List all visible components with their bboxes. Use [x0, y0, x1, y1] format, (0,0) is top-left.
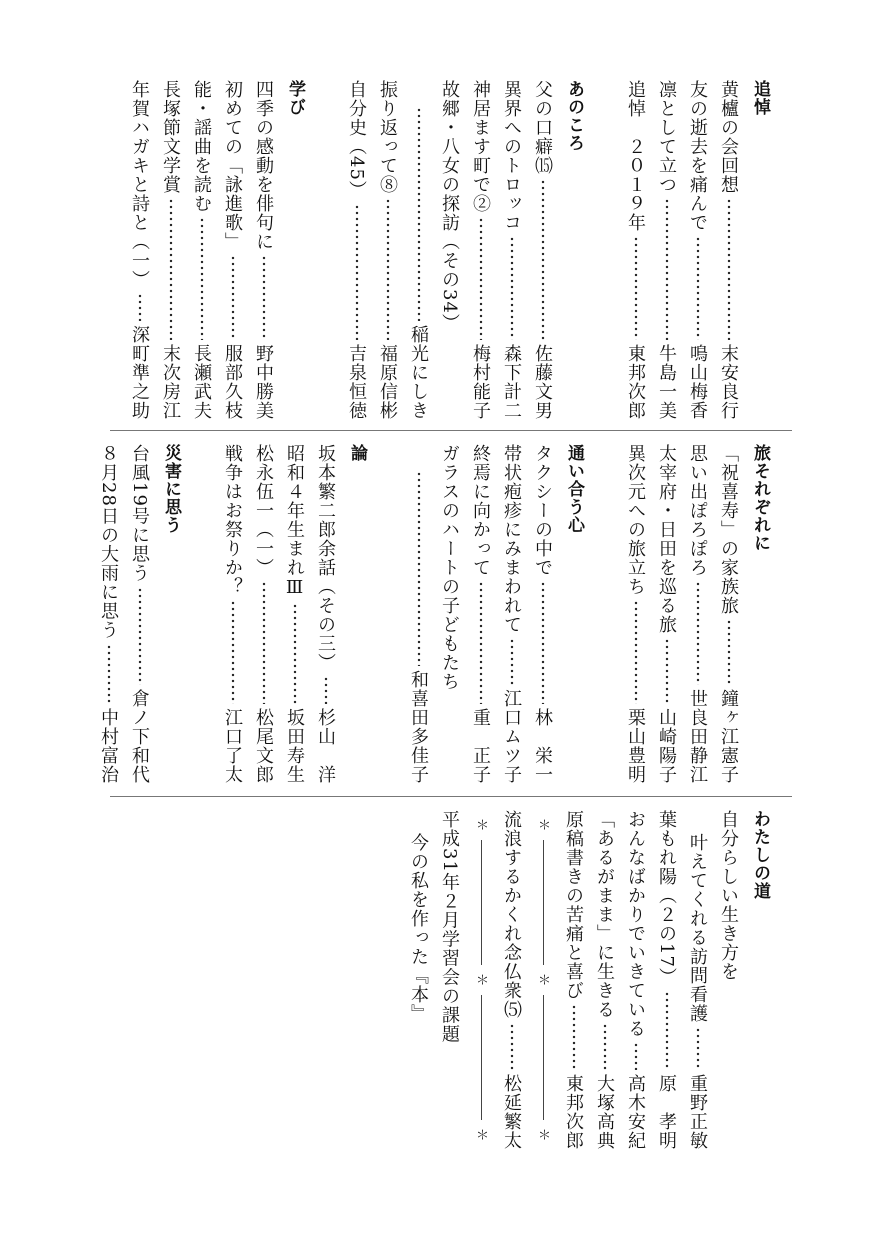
section-divider [110, 796, 792, 797]
entry-author: 世良田静江 [687, 689, 708, 784]
entry-title: 異次元への旅立ち [625, 444, 646, 596]
entry-title: 葉もれ陽（２の17） [656, 810, 677, 987]
dot-leader [713, 198, 744, 340]
section-divider [110, 430, 792, 431]
entry-author: 吉泉恒徳 [346, 344, 367, 420]
entry-title: ８月28日の大雨に思う [98, 444, 119, 640]
toc-block-middle [98, 444, 775, 784]
asterisk-mark: ＊ [465, 965, 496, 995]
entry-title: 太宰府・日田を巡る旅 [656, 444, 677, 634]
toc-entry [93, 444, 124, 784]
toc-line: 平成31年２月学習会の課題 [439, 810, 460, 1044]
entry-title: 神居ます町で② [470, 80, 491, 213]
dot-leader [651, 198, 682, 340]
entry-author: 東邦次郎 [625, 344, 646, 420]
dot-leader [496, 236, 527, 340]
dot-leader [403, 471, 434, 666]
dot-leader [589, 1023, 620, 1070]
dot-leader [248, 581, 279, 704]
entry-author: 牛島一美 [656, 344, 677, 420]
entry-author: 末次房江 [160, 344, 181, 420]
toc-line: ガラスのハートの子どもたち [439, 444, 460, 691]
asterisk-mark: ＊ [465, 1120, 496, 1150]
entry-title: 自分史（45） [346, 80, 367, 200]
dot-leader [155, 198, 186, 340]
entry-title: 原稿書きの苦痛と喜び [563, 810, 584, 1000]
toc-entry [620, 80, 651, 420]
entry-title: 凛として立つ [656, 80, 677, 194]
section-heading: 論 [347, 444, 367, 462]
entry-author: 和喜田多佳子 [408, 670, 429, 784]
dot-leader [496, 638, 527, 685]
toc-line: 今の私を作った『本』 [408, 833, 429, 1024]
entry-title: 能・謡曲を読む [191, 80, 212, 213]
dot-leader [620, 1042, 651, 1070]
toc-entry [651, 810, 682, 1150]
toc-entry [124, 444, 155, 784]
toc-entry [372, 80, 403, 420]
toc-entry [713, 444, 744, 784]
entry-author: 高木安紀 [625, 1074, 646, 1150]
entry-author: 中村富治 [98, 708, 119, 784]
dot-leader [341, 204, 372, 340]
section-heading: あのころ [564, 80, 584, 152]
section-heading: 通い合う心 [564, 444, 584, 534]
asterisk-separator [465, 810, 496, 1150]
entry-title: 友の逝去を痛んで [687, 80, 708, 232]
entry-author: 江口ムツ子 [501, 689, 522, 784]
section-heading: 追悼 [750, 80, 770, 116]
entry-title: 年賀ハガキと詩と（一） [129, 80, 150, 289]
entry-title: 思い出ぽろぽろ [687, 444, 708, 577]
toc-entry [310, 444, 341, 784]
dot-leader [558, 1004, 589, 1070]
entry-author: 長瀬武夫 [191, 344, 212, 420]
entry-author: 重野正敏 [687, 1074, 708, 1150]
entry-title: タクシーの中で [532, 444, 553, 577]
dot-leader [279, 603, 310, 704]
asterisk-mark: ＊ [527, 965, 558, 995]
entry-title: 黄櫨の会回想 [718, 80, 739, 194]
dot-leader [651, 638, 682, 704]
dot-leader [217, 255, 248, 340]
toc-entry [279, 444, 310, 784]
toc-entry [124, 80, 155, 420]
entry-author: 松延繁太 [501, 1074, 522, 1150]
dot-leader [310, 676, 341, 704]
toc-block-bottom [110, 810, 775, 1150]
entry-title: 戦争はお祭りか？ [222, 444, 243, 596]
dot-leader [651, 991, 682, 1070]
dot-leader [124, 293, 155, 321]
section-heading: 災害に思う [161, 444, 181, 534]
toc-entry [465, 80, 496, 420]
entry-author: 稲光にしき [408, 325, 429, 420]
entry-title: 「祝喜寿」の家族旅 [718, 444, 739, 615]
entry-title: 異界へのトロッコ [501, 80, 522, 232]
entry-title: 坂本繁二郎余話（その三） [315, 444, 336, 672]
toc-entry [341, 80, 372, 420]
entry-author: 杉山 洋 [315, 708, 336, 784]
toc-entry [248, 80, 279, 420]
asterisk-mark: ＊ [527, 1120, 558, 1150]
dot-leader [465, 581, 496, 704]
entry-author: 森下計二 [501, 344, 522, 420]
entry-author: 佐藤文男 [532, 344, 553, 420]
toc-entry [155, 80, 186, 420]
entry-author: 末安良行 [718, 344, 739, 420]
section-heading: わたしの道 [750, 810, 770, 900]
toc-entry [217, 80, 248, 420]
entry-author: 松尾文郎 [253, 708, 274, 784]
toc-entry [496, 444, 527, 784]
entry-title: 終焉に向かって [470, 444, 491, 577]
entry-author: 服部久枝 [222, 344, 243, 420]
entry-author: 林 栄一 [532, 708, 553, 784]
toc-entry [403, 80, 434, 420]
asterisk-separator [527, 810, 558, 1150]
toc-line: 自分らしい生き方を [718, 810, 739, 981]
entry-author: 坂田寿生 [284, 708, 305, 784]
entry-author: 深町準之助 [129, 325, 150, 420]
entry-title: 台風19号に思う [129, 444, 150, 583]
toc-entry [651, 80, 682, 420]
dot-leader [527, 179, 558, 340]
entry-title: 昭和４年生まれⅢ [284, 444, 305, 599]
dot-leader [682, 1027, 713, 1070]
section-heading: 学び [285, 80, 305, 116]
toc-entry [558, 810, 589, 1150]
dot-leader [93, 644, 124, 704]
dot-leader [713, 619, 744, 685]
dot-leader [682, 236, 713, 340]
toc-entry [465, 444, 496, 784]
entry-title: おんなばかりでいきている [625, 810, 646, 1038]
toc-entry [527, 444, 558, 784]
toc-entry [682, 80, 713, 420]
toc-entry [682, 810, 713, 1150]
entry-author: 鳴山梅香 [687, 344, 708, 420]
toc-entry [496, 80, 527, 420]
dot-leader [465, 217, 496, 340]
dot-leader [248, 255, 279, 340]
toc-block-top [110, 80, 775, 420]
entry-title: 父の口癖⒂ [532, 80, 553, 175]
entry-author: 重 正子 [470, 708, 491, 784]
entry-author: 江口了太 [222, 708, 243, 784]
section-heading: 旅それぞれに [750, 444, 770, 552]
toc-entry [620, 810, 651, 1150]
toc-entry [682, 444, 713, 784]
toc-entry [403, 444, 434, 784]
entry-title: 叶えてくれる訪問看護 [687, 833, 708, 1024]
entry-title: 四季の感動を俳句に [253, 80, 274, 251]
asterisk-mark: ＊ [527, 810, 558, 840]
toc-line: 故郷・八女の探訪（その34） [439, 80, 460, 333]
toc-entry [527, 80, 558, 420]
dot-leader [496, 1023, 527, 1070]
dot-leader [620, 600, 651, 704]
dot-leader [372, 198, 403, 340]
toc-entry [651, 444, 682, 784]
toc-entry [496, 810, 527, 1150]
toc-entry [217, 444, 248, 784]
entry-author: 倉ノ下和代 [129, 689, 150, 784]
entry-title: 「あるがまま」に生きる [594, 810, 615, 1019]
entry-title: 長塚節文学賞 [160, 80, 181, 194]
toc-entry [620, 444, 651, 784]
dot-leader [186, 217, 217, 340]
entry-author: 東邦次郎 [563, 1074, 584, 1150]
entry-title: 松永伍一（一） [253, 444, 274, 577]
entry-author: 原 孝明 [656, 1074, 677, 1150]
entry-title: 追悼 ２０１９年 [625, 80, 646, 232]
dot-leader [124, 587, 155, 685]
entry-title: 初めての「詠進歌」 [222, 80, 243, 251]
dot-leader [620, 236, 651, 340]
asterisk-mark: ＊ [465, 810, 496, 840]
toc-entry [713, 80, 744, 420]
dot-leader [527, 581, 558, 704]
entry-author: 野中勝美 [253, 344, 274, 420]
dot-leader [682, 581, 713, 685]
entry-author: 山崎陽子 [656, 708, 677, 784]
toc-entry [186, 80, 217, 420]
dot-leader [217, 600, 248, 704]
entry-author: 大塚高典 [594, 1074, 615, 1150]
entry-title: 振り返って⑧ [377, 80, 398, 194]
toc-entry [248, 444, 279, 784]
entry-title: 流浪するかくれ念仏衆⑸ [501, 810, 522, 1019]
entry-author: 福原信彬 [377, 344, 398, 420]
dot-leader [403, 107, 434, 321]
entry-author: 鐘ヶ江憲子 [718, 689, 739, 784]
entry-author: 栗山豊明 [625, 708, 646, 784]
toc-entry [589, 810, 620, 1150]
entry-author: 梅村能子 [470, 344, 491, 420]
entry-title: 帯状疱疹にみまわれて [501, 444, 522, 634]
